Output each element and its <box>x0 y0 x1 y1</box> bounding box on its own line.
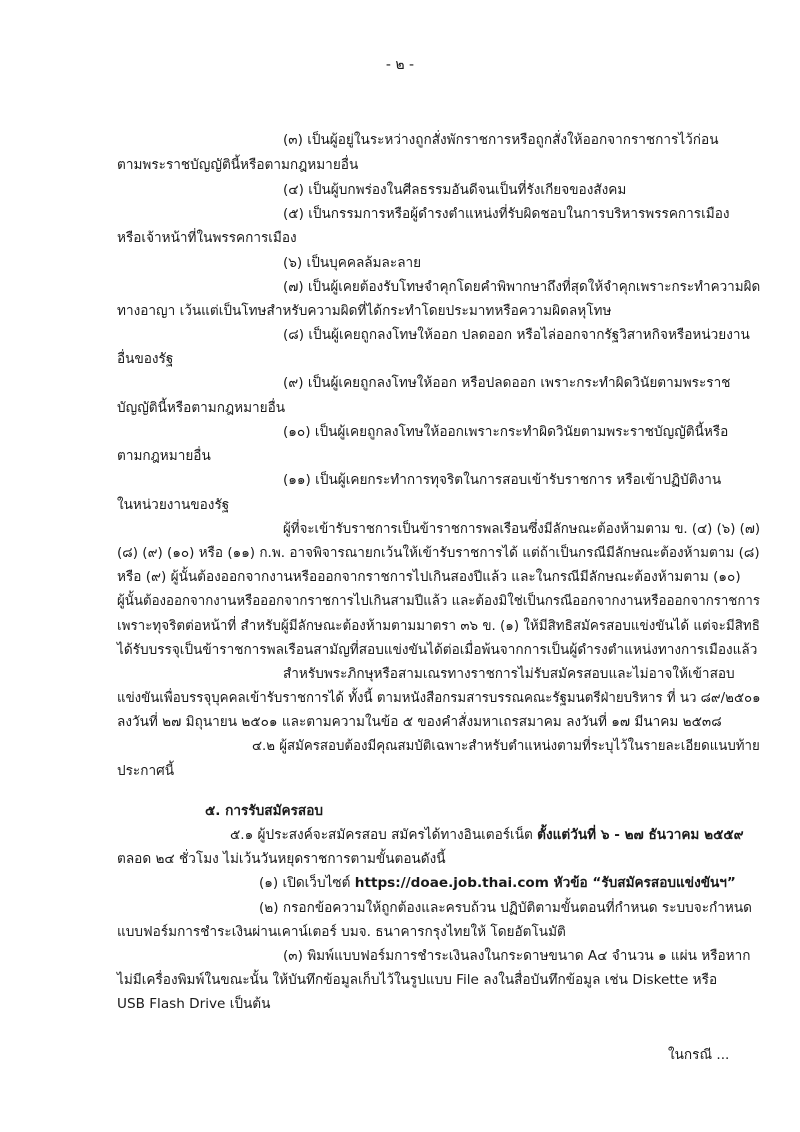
line-text: ๔.๒ ผู้สมัครสอบต้องมีคุณสมบัติเฉพาะสำหรับตำแหน่งตามที่ระบุไว้ในรายละเอียดแนบท้าย <box>252 738 760 754</box>
text-line <box>117 616 760 636</box>
line-text: (๑๐) เป็นผู้เคยถูกลงโทษให้ออกเพราะกระทำผิดวินัยตามพระราชบัญญัตินี้หรือ <box>283 424 729 440</box>
line-text: USB Flash Drive เป็นต้น <box>117 996 271 1012</box>
text-line <box>117 567 741 587</box>
text-line <box>283 180 626 200</box>
line-text: หรือ (๙) ผู้นั้นต้องออกจากงานหรือออกจากราชการไปเกินสองปีแล้ว และในกรณีมีลักษณะต้องห้ามตาม (๑๐) <box>117 569 741 585</box>
text-line <box>117 591 760 611</box>
line-text: (๘) (๙) (๑๐) หรือ (๑๑) ก.พ. อาจพิจารณายกเว้นให้เข้ารับราชการได้ แต่ถ้าเป็นกรณีมีลักษณะต้องห้ามตาม (๘) <box>117 545 760 561</box>
page-number: - ๒ - <box>385 57 415 73</box>
text-line <box>117 970 717 990</box>
continuation-note: ในกรณี ... <box>668 1047 730 1063</box>
line-text: (๙) เป็นผู้เคยถูกลงโทษให้ออก หรือปลดออก เพราะกระทำผิดวินัยตามพระราช <box>283 375 731 391</box>
line-text: (๗) เป็นผู้เคยต้องรับโทษจำคุกโดยคำพิพากษาถึงที่สุดให้จำคุกเพราะกระทำความผิด <box>283 279 761 295</box>
line-text: ผู้นั้นต้องออกจากงานหรือออกจากราชการไปเกินสามปีแล้ว และต้องมิใช่เป็นกรณีออกจากงานหรือออกจากราชการ <box>117 593 760 609</box>
text-line <box>117 228 297 248</box>
line-text: ตามพระราชบัญญัตินี้หรือตามกฎหมายอื่น <box>117 157 359 173</box>
line-text: (๑) เปิดเว็บไซต์ <box>259 875 355 891</box>
text-line <box>283 277 760 297</box>
text-line <box>117 849 446 869</box>
line-text: (๑๑) เป็นผู้เคยกระทำการทุจริตในการสอบเข้ารับราชการ หรือเข้าปฏิบัติงาน <box>283 472 722 488</box>
text-line <box>259 873 736 893</box>
text-line <box>117 446 211 466</box>
line-text: แบบฟอร์มการชำระเงินผ่านเคาน์เตอร์ บมจ. ธนาคารกรุงไทยให้ โดยอัตโนมัติ <box>117 924 566 940</box>
text-line <box>117 495 229 515</box>
line-text: ลงวันที่ ๒๗ มิถุนายน ๒๕๐๑ และตามความในข้อ ๕ ของคำสั่งมหาเถรสมาคม ลงวันที่ ๑๗ มีนาคม ๒๕๓๘ <box>117 714 722 730</box>
line-text: แข่งขันเพื่อบรรจุบุคคลเข้ารับราชการได้ ทั้งนี้ ตามหนังสือกรมสารบรรณคณะรัฐมนตรีฝ่ายบริหาร ที่ นว ๘๙/๒๕๐๑ <box>117 690 761 706</box>
line-text: ไม่มีเครื่องพิมพ์ในขณะนั้น ให้บันทึกข้อมูลเก็บไว้ในรูปแบบ File ลงในสื่อบันทึกข้อมูล เช่น Diskette หรือ <box>117 972 718 988</box>
line-text: (๖) เป็นบุคคลล้มละลาย <box>283 255 422 271</box>
line-text: ตลอด ๒๔ ชั่วโมง ไม่เว้นวันหยุดราชการตามขั้นตอนดังนี้ <box>117 851 446 867</box>
line-text: ประกาศนี้ <box>117 763 175 779</box>
text-line <box>117 994 270 1014</box>
line-emphasis: ตั้งแต่วันที่ ๖ - ๒๗ ธันวาคม ๒๕๕๙ <box>537 827 744 843</box>
text-line <box>283 325 750 345</box>
text-line <box>283 130 719 150</box>
line-text: บัญญัตินี้หรือตามกฎหมายอื่น <box>117 400 286 416</box>
text-line <box>117 640 757 660</box>
text-line <box>117 349 173 369</box>
text-line <box>252 736 760 756</box>
text-line <box>230 825 744 845</box>
text-line <box>283 519 760 539</box>
text-line <box>117 398 285 418</box>
text-line <box>283 946 750 966</box>
line-text: ผู้ที่จะเข้ารับราชการเป็นข้าราชการพลเรือนซึ่งมีลักษณะต้องห้ามตาม ข. (๔) (๖) (๗) <box>283 521 761 537</box>
text-line <box>283 253 421 273</box>
line-text: ๕.๑ ผู้ประสงค์จะสมัครสอบ สมัครได้ทางอินเตอร์เน็ต <box>230 827 538 843</box>
text-line <box>283 373 730 393</box>
text-line <box>283 204 730 224</box>
text-line <box>117 155 358 175</box>
line-text: (๘) เป็นผู้เคยถูกลงโทษให้ออก ปลดออก หรือไล่ออกจากรัฐวิสาหกิจหรือหน่วยงาน <box>283 327 750 343</box>
line-text: (๒) กรอกข้อความให้ถูกต้องและครบถ้วน ปฏิบัติตามขั้นตอนที่กำหนด ระบบจะกำหนด <box>259 900 752 916</box>
text-line <box>283 470 721 490</box>
text-line <box>117 922 566 942</box>
line-text: ได้รับบรรจุเป็นข้าราชการพลเรือนสามัญที่สอบแข่งขันได้ต่อเมื่อพ้นจากการเป็นผู้ดำรงตำแหน่งทางการเมืองแล้ว <box>117 642 758 658</box>
text-line <box>117 688 761 708</box>
line-text: ทางอาญา เว้นแต่เป็นโทษสำหรับความผิดที่ได้กระทำโดยประมาทหรือความผิดลหุโทษ <box>117 303 612 319</box>
line-text: เพราะทุจริตต่อหน้าที่ สำหรับผู้มีลักษณะต้องห้ามตามมาตรา ๓๖ ข. (๑) ให้มีสิทธิสมัครสอบแข่งขันได้ แต่จะมีสิทธิ <box>117 618 760 634</box>
line-text: (๔) เป็นผู้บกพร่องในศีลธรรมอันดีจนเป็นที่รังเกียจของสังคม <box>283 182 627 198</box>
line-text: สำหรับพระภิกษุหรือสามเณรทางราชการไม่รับสมัครสอบและไม่อาจให้เข้าสอบ <box>283 666 735 682</box>
line-text: (๓) พิมพ์แบบฟอร์มการชำระเงินลงในกระดาษขนาด A๔ จำนวน ๑ แผ่น หรือหาก <box>283 948 751 964</box>
text-line <box>283 664 735 684</box>
text-line <box>259 898 752 918</box>
line-text: ในหน่วยงานของรัฐ <box>117 497 230 513</box>
line-text: ๕. การรับสมัครสอบ <box>205 803 324 819</box>
line-text: อื่นของรัฐ <box>117 351 174 367</box>
text-line <box>117 301 611 321</box>
line-text: หรือเจ้าหน้าที่ในพรรคการเมือง <box>117 230 297 246</box>
line-text: (๕) เป็นกรรมการหรือผู้ดำรงตำแหน่งที่รับผิดชอบในการบริหารพรรคการเมือง <box>283 206 730 222</box>
text-line <box>117 761 174 781</box>
line-emphasis[interactable]: https://doae.job.thai.com หัวข้อ “รับสมัครสอบแข่งขันฯ” <box>354 875 736 891</box>
line-text: ตามกฎหมายอื่น <box>117 448 211 464</box>
line-text: (๓) เป็นผู้อยู่ในระหว่างถูกสั่งพักราชการหรือถูกสั่งให้ออกจากราชการไว้ก่อน <box>283 132 719 148</box>
text-line <box>283 422 728 442</box>
section-heading <box>205 801 323 821</box>
text-line <box>117 543 760 563</box>
text-line <box>117 712 722 732</box>
